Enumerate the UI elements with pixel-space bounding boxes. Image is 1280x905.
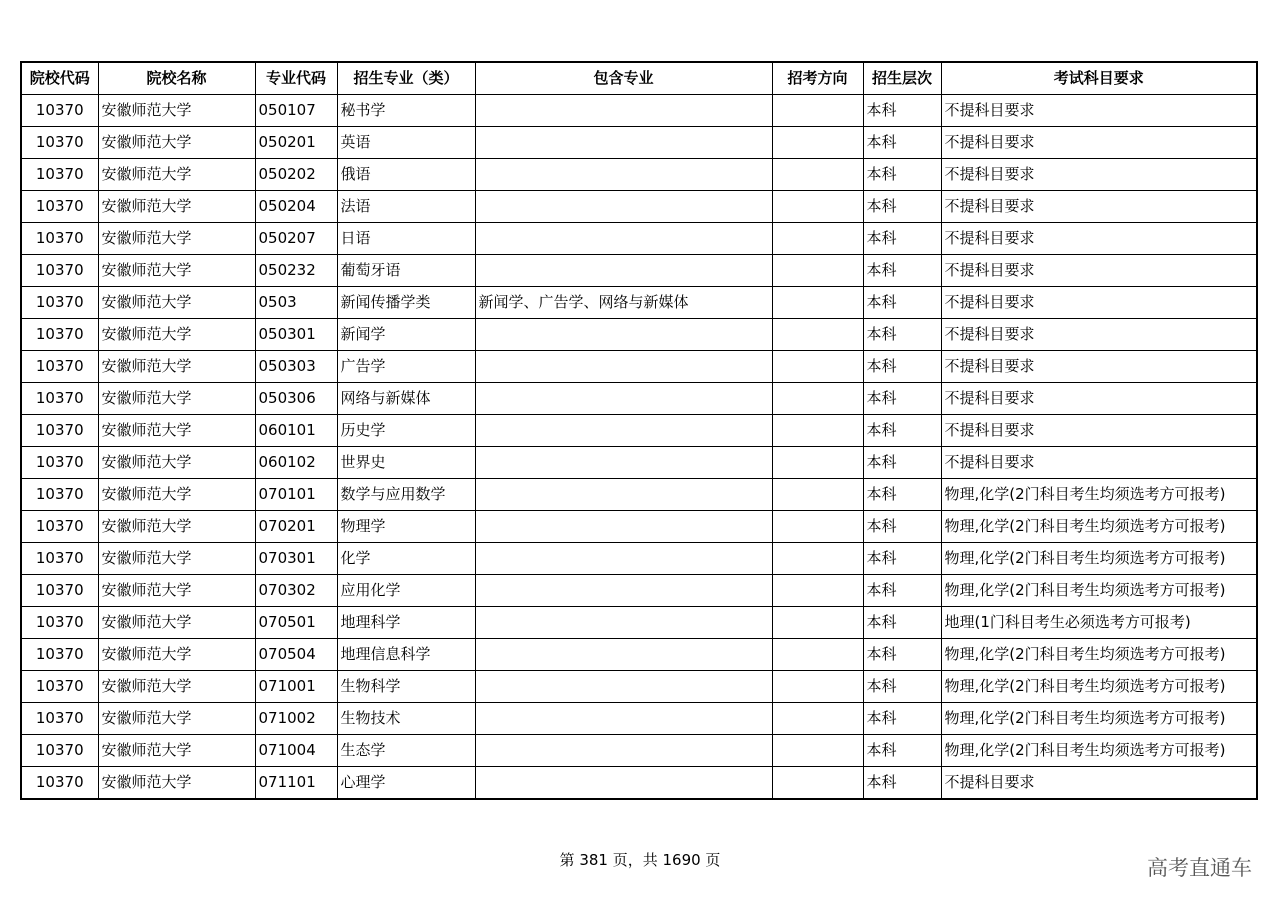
cell-major-code: 060102 [255,447,337,479]
header-level: 招生层次 [863,62,941,95]
cell-included-majors [475,479,772,511]
cell-major: 地理信息科学 [337,639,475,671]
cell-included-majors [475,415,772,447]
table-row [21,607,1257,639]
cell-level: 本科 [863,671,941,703]
cell-major-code: 050107 [255,95,337,127]
cell-subject-requirement: 不提科目要求 [941,255,1257,287]
cell-major: 生物技术 [337,703,475,735]
cell-school-code: 10370 [21,479,98,511]
table-row [21,191,1257,223]
cell-subject-requirement: 不提科目要求 [941,287,1257,319]
table-row [21,223,1257,255]
header-included-majors: 包含专业 [475,62,772,95]
cell-included-majors [475,767,772,800]
table-row [21,671,1257,703]
cell-school-name: 安徽师范大学 [98,607,255,639]
cell-level: 本科 [863,127,941,159]
cell-included-majors [475,383,772,415]
table-row [21,415,1257,447]
cell-major-code: 050301 [255,319,337,351]
cell-school-name: 安徽师范大学 [98,511,255,543]
cell-subject-requirement: 不提科目要求 [941,415,1257,447]
cell-school-code: 10370 [21,95,98,127]
cell-major: 世界史 [337,447,475,479]
cell-major: 数学与应用数学 [337,479,475,511]
table-row [21,639,1257,671]
cell-included-majors [475,191,772,223]
table-row [21,159,1257,191]
table-row [21,703,1257,735]
cell-subject-requirement: 不提科目要求 [941,351,1257,383]
header-major-code: 专业代码 [255,62,337,95]
cell-subject-requirement: 物理,化学(2门科目考生均须选考方可报考) [941,543,1257,575]
cell-level: 本科 [863,767,941,800]
header-row [21,62,1257,95]
cell-major-code: 050201 [255,127,337,159]
cell-major: 日语 [337,223,475,255]
cell-direction [772,703,863,735]
cell-included-majors [475,735,772,767]
cell-direction [772,767,863,800]
cell-subject-requirement: 不提科目要求 [941,159,1257,191]
cell-direction [772,287,863,319]
table-row [21,127,1257,159]
cell-major: 地理科学 [337,607,475,639]
cell-level: 本科 [863,319,941,351]
header-school-code: 院校代码 [21,62,98,95]
cell-subject-requirement: 地理(1门科目考生必须选考方可报考) [941,607,1257,639]
admissions-table [20,61,1258,800]
cell-subject-requirement: 不提科目要求 [941,95,1257,127]
cell-major: 网络与新媒体 [337,383,475,415]
cell-school-name: 安徽师范大学 [98,767,255,800]
cell-major-code: 050303 [255,351,337,383]
cell-major: 应用化学 [337,575,475,607]
cell-direction [772,351,863,383]
cell-level: 本科 [863,703,941,735]
cell-major-code: 0503 [255,287,337,319]
cell-included-majors: 新闻学、广告学、网络与新媒体 [475,287,772,319]
cell-level: 本科 [863,415,941,447]
cell-school-code: 10370 [21,639,98,671]
cell-major-code: 071101 [255,767,337,800]
cell-major-code: 050204 [255,191,337,223]
cell-direction [772,159,863,191]
cell-school-code: 10370 [21,703,98,735]
cell-included-majors [475,351,772,383]
cell-school-name: 安徽师范大学 [98,223,255,255]
cell-school-code: 10370 [21,351,98,383]
cell-school-name: 安徽师范大学 [98,159,255,191]
cell-major: 俄语 [337,159,475,191]
cell-direction [772,127,863,159]
cell-level: 本科 [863,543,941,575]
cell-school-code: 10370 [21,223,98,255]
cell-school-name: 安徽师范大学 [98,479,255,511]
cell-direction [772,223,863,255]
cell-school-name: 安徽师范大学 [98,95,255,127]
cell-included-majors [475,223,772,255]
cell-school-name: 安徽师范大学 [98,191,255,223]
cell-included-majors [475,575,772,607]
cell-school-code: 10370 [21,319,98,351]
cell-included-majors [475,95,772,127]
cell-school-name: 安徽师范大学 [98,703,255,735]
cell-school-code: 10370 [21,735,98,767]
page-number: 第 381 页，共 1690 页 [559,851,721,869]
table-row [21,95,1257,127]
cell-subject-requirement: 物理,化学(2门科目考生均须选考方可报考) [941,575,1257,607]
cell-major-code: 071001 [255,671,337,703]
cell-direction [772,607,863,639]
cell-subject-requirement: 物理,化学(2门科目考生均须选考方可报考) [941,735,1257,767]
cell-school-name: 安徽师范大学 [98,735,255,767]
cell-level: 本科 [863,511,941,543]
cell-major-code: 050306 [255,383,337,415]
cell-major: 秘书学 [337,95,475,127]
header-subject-requirement: 考试科目要求 [941,62,1257,95]
cell-school-code: 10370 [21,159,98,191]
cell-school-code: 10370 [21,575,98,607]
cell-school-code: 10370 [21,383,98,415]
cell-school-name: 安徽师范大学 [98,127,255,159]
cell-major: 英语 [337,127,475,159]
cell-major-code: 070501 [255,607,337,639]
cell-included-majors [475,639,772,671]
cell-major-code: 050207 [255,223,337,255]
cell-major-code: 070101 [255,479,337,511]
cell-direction [772,415,863,447]
cell-school-name: 安徽师范大学 [98,447,255,479]
cell-included-majors [475,703,772,735]
cell-school-code: 10370 [21,415,98,447]
cell-level: 本科 [863,255,941,287]
cell-subject-requirement: 不提科目要求 [941,191,1257,223]
cell-major-code: 060101 [255,415,337,447]
cell-school-code: 10370 [21,767,98,800]
cell-school-name: 安徽师范大学 [98,415,255,447]
cell-direction [772,575,863,607]
cell-subject-requirement: 不提科目要求 [941,447,1257,479]
cell-subject-requirement: 不提科目要求 [941,127,1257,159]
cell-subject-requirement: 不提科目要求 [941,383,1257,415]
table-row [21,735,1257,767]
cell-major-code: 070302 [255,575,337,607]
cell-subject-requirement: 物理,化学(2门科目考生均须选考方可报考) [941,639,1257,671]
cell-level: 本科 [863,735,941,767]
cell-level: 本科 [863,287,941,319]
cell-direction [772,671,863,703]
cell-direction [772,95,863,127]
cell-major: 化学 [337,543,475,575]
cell-major-code: 070301 [255,543,337,575]
cell-school-code: 10370 [21,191,98,223]
table-row [21,383,1257,415]
table-row [21,511,1257,543]
cell-major-code: 050202 [255,159,337,191]
cell-school-name: 安徽师范大学 [98,575,255,607]
cell-subject-requirement: 物理,化学(2门科目考生均须选考方可报考) [941,479,1257,511]
cell-direction [772,735,863,767]
table-row [21,479,1257,511]
cell-school-code: 10370 [21,671,98,703]
cell-direction [772,543,863,575]
cell-direction [772,255,863,287]
cell-school-name: 安徽师范大学 [98,255,255,287]
cell-level: 本科 [863,383,941,415]
table-row [21,287,1257,319]
cell-major: 生态学 [337,735,475,767]
cell-included-majors [475,127,772,159]
table-row [21,575,1257,607]
cell-direction [772,319,863,351]
cell-school-code: 10370 [21,511,98,543]
cell-level: 本科 [863,191,941,223]
cell-included-majors [475,607,772,639]
cell-major: 广告学 [337,351,475,383]
cell-major: 新闻传播学类 [337,287,475,319]
cell-major-code: 050232 [255,255,337,287]
header-school-name: 院校名称 [98,62,255,95]
cell-included-majors [475,319,772,351]
cell-direction [772,383,863,415]
cell-included-majors [475,255,772,287]
cell-school-name: 安徽师范大学 [98,383,255,415]
cell-major-code: 071004 [255,735,337,767]
cell-subject-requirement: 不提科目要求 [941,319,1257,351]
cell-level: 本科 [863,479,941,511]
cell-school-code: 10370 [21,287,98,319]
cell-subject-requirement: 物理,化学(2门科目考生均须选考方可报考) [941,703,1257,735]
cell-direction [772,479,863,511]
cell-subject-requirement: 物理,化学(2门科目考生均须选考方可报考) [941,671,1257,703]
cell-major: 历史学 [337,415,475,447]
cell-major: 法语 [337,191,475,223]
table-row [21,255,1257,287]
cell-subject-requirement: 不提科目要求 [941,223,1257,255]
cell-direction [772,511,863,543]
cell-major: 心理学 [337,767,475,800]
cell-direction [772,639,863,671]
cell-included-majors [475,671,772,703]
table-row [21,319,1257,351]
cell-subject-requirement: 不提科目要求 [941,767,1257,800]
table-row [21,543,1257,575]
cell-direction [772,447,863,479]
table-row [21,351,1257,383]
cell-school-code: 10370 [21,447,98,479]
cell-school-name: 安徽师范大学 [98,319,255,351]
cell-school-code: 10370 [21,127,98,159]
cell-major-code: 071002 [255,703,337,735]
cell-school-name: 安徽师范大学 [98,351,255,383]
cell-major: 物理学 [337,511,475,543]
cell-school-code: 10370 [21,255,98,287]
cell-major-code: 070504 [255,639,337,671]
table-row [21,447,1257,479]
table-body [21,95,1257,800]
cell-direction [772,191,863,223]
cell-level: 本科 [863,159,941,191]
cell-school-name: 安徽师范大学 [98,543,255,575]
cell-included-majors [475,511,772,543]
cell-school-name: 安徽师范大学 [98,639,255,671]
cell-included-majors [475,543,772,575]
cell-level: 本科 [863,607,941,639]
cell-level: 本科 [863,447,941,479]
cell-level: 本科 [863,351,941,383]
cell-school-code: 10370 [21,607,98,639]
cell-included-majors [475,447,772,479]
header-major: 招生专业（类） [337,62,475,95]
cell-major: 新闻学 [337,319,475,351]
cell-subject-requirement: 物理,化学(2门科目考生均须选考方可报考) [941,511,1257,543]
cell-level: 本科 [863,95,941,127]
cell-level: 本科 [863,223,941,255]
table-row [21,767,1257,800]
cell-level: 本科 [863,639,941,671]
watermark: 高考直通车 [1147,856,1252,880]
cell-included-majors [475,159,772,191]
cell-major: 生物科学 [337,671,475,703]
cell-school-code: 10370 [21,543,98,575]
cell-level: 本科 [863,575,941,607]
header-direction: 招考方向 [772,62,863,95]
cell-major: 葡萄牙语 [337,255,475,287]
cell-school-name: 安徽师范大学 [98,287,255,319]
cell-school-name: 安徽师范大学 [98,671,255,703]
cell-major-code: 070201 [255,511,337,543]
